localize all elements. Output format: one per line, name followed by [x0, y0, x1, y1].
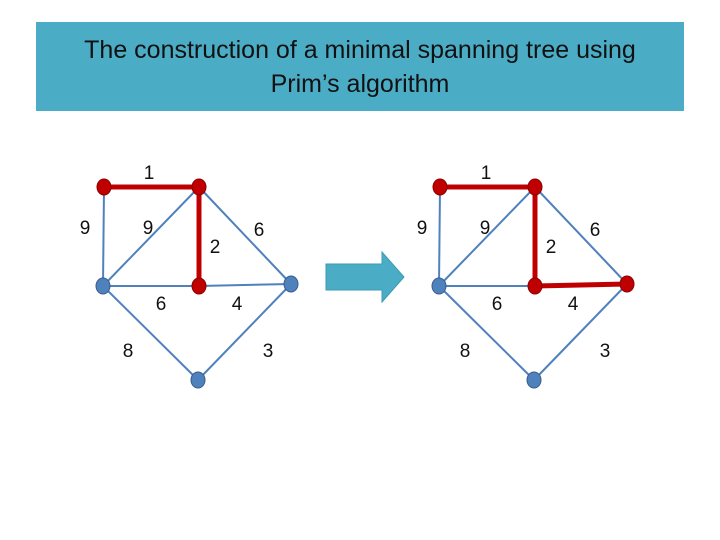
- vertex-c-tree: [620, 276, 634, 292]
- weight-label-B-E: 2: [209, 237, 221, 258]
- edge-F-C: [534, 284, 627, 380]
- weight-label-B-D: 9: [479, 218, 491, 239]
- weight-label-B-D: 9: [142, 218, 154, 239]
- edge-A-D: [439, 187, 440, 286]
- weight-label-E-C: 4: [567, 294, 579, 315]
- vertex-d: [96, 278, 110, 294]
- vertex-e-tree: [192, 278, 206, 294]
- weight-label-A-D: 9: [79, 218, 91, 239]
- weight-label-D-E: 6: [155, 294, 167, 315]
- vertex-a-tree: [97, 179, 111, 195]
- weight-label-A-B: 1: [480, 163, 492, 184]
- vertex-c: [284, 276, 298, 292]
- weight-label-D-E: 6: [491, 294, 503, 315]
- edge-E-C: [199, 284, 291, 286]
- weight-label-B-C: 6: [589, 220, 601, 241]
- right-arrow-icon: [326, 252, 404, 302]
- weight-label-A-B: 1: [143, 163, 155, 184]
- weight-label-B-E: 2: [545, 237, 557, 258]
- edge-F-C: [198, 284, 291, 380]
- weight-label-B-C: 6: [253, 220, 265, 241]
- weight-label-A-D: 9: [416, 218, 428, 239]
- weight-label-D-F: 8: [459, 341, 471, 362]
- vertex-a-tree: [433, 179, 447, 195]
- vertex-e-tree: [528, 278, 542, 294]
- weight-label-E-C: 4: [231, 294, 243, 315]
- graph-step-1: [80, 163, 298, 388]
- edge-B-C: [199, 187, 291, 284]
- weight-label-D-F: 8: [122, 341, 134, 362]
- vertex-b-tree: [192, 179, 206, 195]
- weight-label-F-C: 3: [599, 341, 611, 362]
- vertex-f: [527, 372, 541, 388]
- edge-D-F: [103, 286, 198, 380]
- graph-step-2: [417, 163, 634, 388]
- vertex-f: [191, 372, 205, 388]
- slide-title: The construction of a minimal spanning tree using Prim’s algorithm: [84, 35, 636, 98]
- edge-A-D: [103, 187, 104, 286]
- weight-label-F-C: 3: [262, 341, 274, 362]
- edge-D-F: [439, 286, 534, 380]
- vertex-d: [432, 278, 446, 294]
- edge-E-C-tree: [535, 284, 627, 286]
- edge-B-C: [535, 187, 627, 284]
- vertex-b-tree: [528, 179, 542, 195]
